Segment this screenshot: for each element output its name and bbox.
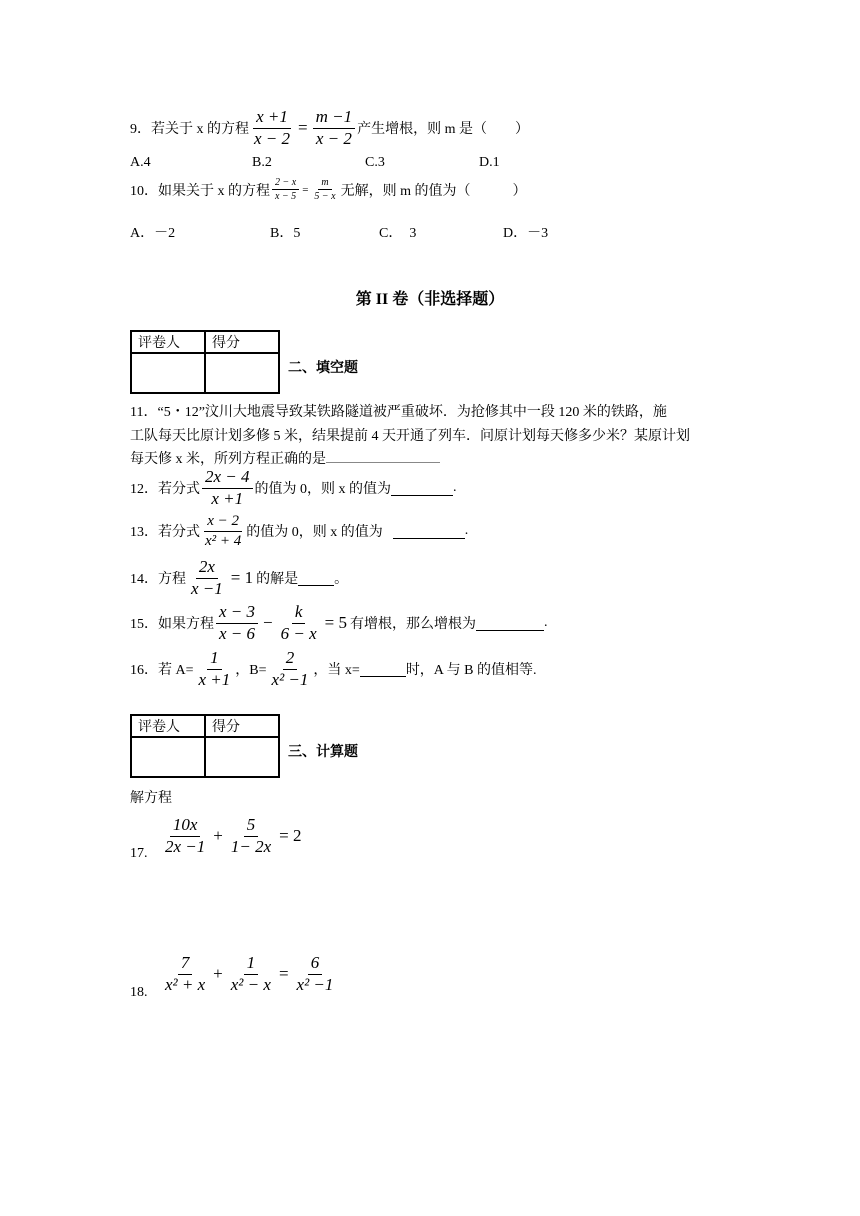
- q11-answer-blank: [326, 448, 440, 463]
- score-table-score-header: 得分: [205, 715, 279, 737]
- question-15: 15．如果方程 $\frac{x - 3}{x - 6}$ − $\frac{k}{6 - x}$ = 5 有增根，那么增根为 .: [130, 602, 548, 643]
- q9-fraction-right: $\frac{m -1}{x - 2}$: [313, 108, 356, 148]
- score-cell: [205, 737, 279, 777]
- q10-fraction-right: $\frac{m}{5 - x}$: [314, 177, 336, 202]
- q10-option-b: B．5: [270, 226, 301, 241]
- question-14: 14．方程 $\frac{2x}{x -1}$ = 1 的解是 。: [130, 557, 349, 598]
- q16-fraction-a: $\frac{1}{x +1}$: [198, 648, 231, 689]
- score-table-grader-header: 评卷人: [131, 331, 205, 353]
- q15-answer-blank: [476, 616, 544, 631]
- q10-stem: 10．如果关于 x 的方程: [130, 183, 270, 199]
- solve-equations-label: 解方程: [130, 791, 172, 806]
- q9-option-d: D.1: [479, 155, 500, 170]
- q18-fraction-1: $\frac{7}{\text{x² + x}}$: [165, 953, 206, 994]
- q18-fraction-2: $\frac{1}{\text{x² − x}}$: [230, 953, 271, 994]
- q17-fraction-left: $\frac{10x}{2x -1}$: [165, 815, 206, 856]
- grader-cell: [131, 353, 205, 393]
- q12-fraction: $\frac{2x - 4}{x +1}$: [202, 468, 253, 508]
- q9-option-a: A.4: [130, 155, 151, 170]
- q14-answer-blank: [298, 571, 334, 586]
- q9-fraction-left: $\frac{x +1}{x - 2}$: [254, 107, 291, 148]
- fill-in-heading: 二、填空题: [288, 361, 358, 376]
- q10-option-c: C． 3: [379, 226, 417, 241]
- section-2-title: 第 II 卷（非选择题）: [355, 291, 505, 308]
- score-cell: [205, 353, 279, 393]
- q18-number: 18.: [130, 985, 148, 1000]
- question-18-equation: $\frac{7}{\text{x² + x}}$ + $\frac{1}{\text{x² − x}}$ = $\frac{6}{\text{x² −1}}$: [160, 954, 338, 994]
- q13-answer-blank: [393, 524, 465, 539]
- q9-tail: 产生增根，则 m 是（ ）: [357, 122, 530, 138]
- q17-number: 17.: [130, 846, 148, 861]
- question-10: 10．如果关于 x 的方程 $\frac{2 - x}{x - 5}$ = $\frac{m}{5 - x}$ 无解，则 m 的值为（ ）: [130, 177, 527, 202]
- q9-option-b: B.2: [252, 155, 272, 170]
- question-16: 16．若 A= $\frac{1}{x +1}$ ，B= $\frac{2}{\text{x² −1}}$ ，当 x= 时，A 与 B 的值相等.: [130, 648, 537, 689]
- score-table-calc: [130, 714, 280, 778]
- q17-fraction-right: $\frac{5}{1- 2x}$: [230, 815, 272, 856]
- q13-fraction: $\frac{x - 2}{\text{x² + 4}}$: [205, 513, 242, 549]
- question-12: 12．若分式 $\frac{2x - 4}{x +1}$ 的值为 0，则 x 的值为 .: [130, 467, 457, 508]
- q9-option-c: C.3: [365, 155, 385, 170]
- q9-stem: 9．若关于 x 的方程: [130, 122, 249, 138]
- q10-fraction-left: $\frac{2 - x}{x - 5}$: [272, 177, 299, 202]
- q14-fraction: $\frac{2x}{x -1}$: [191, 557, 223, 598]
- q10-option-a: A．－2: [130, 226, 176, 241]
- score-table-score-header: 得分: [205, 331, 279, 353]
- score-table-fill: [130, 330, 280, 394]
- question-9: 9．若关于 x 的方程 $\frac{x +1}{x - 2}$ = $\frac{m -1}{x - 2}$ 产生增根，则 m 是（ ）: [130, 107, 530, 148]
- q18-fraction-3: $\frac{6}{\text{x² −1}}$: [296, 953, 334, 994]
- q11-line-2: 工队每天比原计划多修 5 米，结果提前 4 天开通了列车．问原计划每天修多少米？某原计划: [130, 429, 690, 444]
- q10-tail: 无解，则 m 的值为（ ）: [340, 183, 527, 199]
- q12-answer-blank: [391, 481, 453, 496]
- q10-option-d: D．－3: [503, 226, 549, 241]
- q15-fraction-left: $\frac{x - 3}{x - 6}$: [216, 603, 258, 643]
- q11-line-1: 11．“5・12”汶川大地震导致某铁路隧道被严重破坏．为抢修其中一段 120 米的铁路，施: [130, 405, 667, 420]
- q11-line-3: 每天修 x 米，所列方程正确的是: [130, 448, 440, 468]
- q16-fraction-b: $\frac{2}{\text{x² −1}}$: [271, 648, 309, 689]
- q15-fraction-right: $\frac{k}{6 - x}$: [280, 602, 317, 643]
- calculation-heading: 三、计算题: [288, 745, 358, 760]
- question-17-equation: $\frac{10x}{2x -1}$ + $\frac{5}{1- 2x}$ = 2: [160, 816, 305, 856]
- grader-cell: [131, 737, 205, 777]
- score-table-grader-header: 评卷人: [131, 715, 205, 737]
- question-13: 13．若分式 $\frac{x - 2}{\text{x² + 4}}$ 的值为 0，则 x 的值为 .: [130, 513, 469, 549]
- q16-answer-blank: [360, 662, 406, 677]
